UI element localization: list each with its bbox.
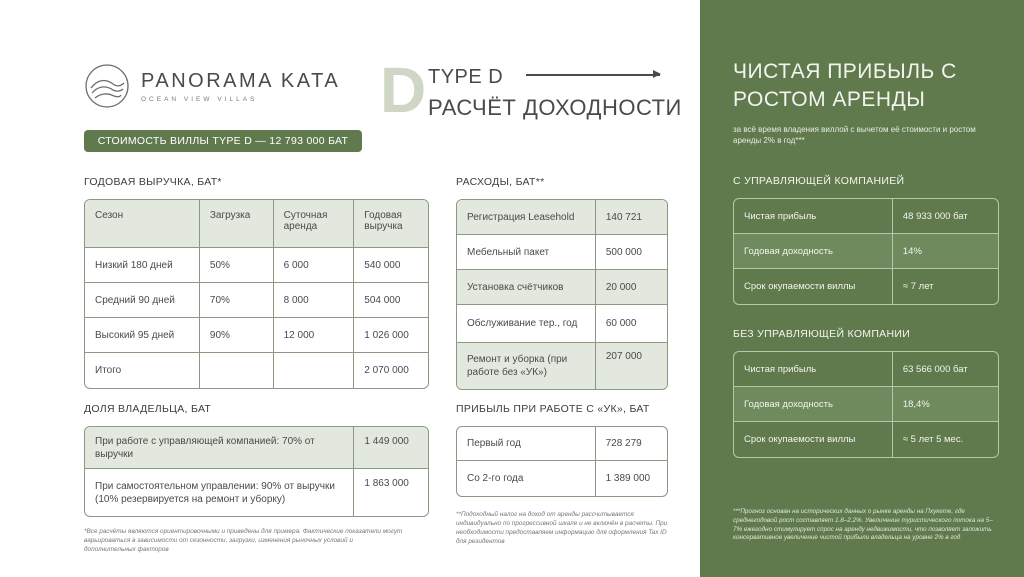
table-row (85, 318, 428, 353)
table-row (734, 234, 998, 269)
column-header: Загрузка (200, 200, 274, 248)
table-cell: 50% (200, 248, 274, 283)
table-cell: Низкий 180 дней (85, 248, 200, 283)
with-company-table (733, 198, 999, 305)
table-cell: 8 000 (274, 283, 355, 318)
arrow-right-icon (526, 74, 660, 76)
table-row (734, 352, 998, 387)
table-row (85, 248, 428, 283)
table-cell: Средний 90 дней (85, 283, 200, 318)
table-row (734, 387, 998, 422)
table-cell: 500 000 (596, 235, 667, 270)
table-cell: Итого (85, 353, 200, 388)
table-cell: 1 026 000 (354, 318, 428, 353)
table-row (457, 305, 667, 343)
without-company-table (733, 351, 999, 458)
table-cell: 1 449 000 (354, 427, 428, 469)
price-badge: СТОИМОСТЬ ВИЛЛЫ TYPE D — 12 793 000 БАТ (84, 130, 362, 152)
right-panel-title: ЧИСТАЯ ПРИБЫЛЬ С РОСТОМ АРЕНДЫ (733, 60, 957, 111)
table-cell: 63 566 000 бат (893, 352, 998, 387)
table-header-row (85, 200, 428, 248)
table-cell: Регистрация Leasehold (457, 200, 596, 235)
table-row (457, 200, 667, 235)
table-cell: 2 070 000 (364, 365, 409, 376)
table-row (457, 461, 667, 496)
table-row (85, 469, 428, 516)
table-row (85, 283, 428, 318)
table-cell: Обслуживание тер., год (457, 305, 596, 343)
table-cell: 48 933 000 бат (893, 199, 998, 234)
table-cell: ≈ 7 лет (902, 281, 934, 292)
table-row (457, 270, 667, 305)
column-header: Суточная аренда (274, 200, 355, 248)
table-cell: Годовая доходность (734, 387, 893, 422)
table-row (734, 199, 998, 234)
expenses-title: РАСХОДЫ, БАТ** (456, 176, 545, 188)
table-cell: 12 000 (274, 318, 355, 353)
table-cell: 90% (200, 318, 274, 353)
table-cell: Годовая доходность (734, 234, 893, 269)
page-title: РАСЧЁТ ДОХОДНОСТИ (428, 95, 682, 120)
table-cell: 18,4% (893, 387, 998, 422)
column-header: Сезон (85, 200, 200, 248)
table-row (734, 269, 998, 304)
table-cell: Первый год (457, 427, 596, 461)
table-row (457, 427, 667, 461)
table-cell: ≈ 5 лет 5 мес. (902, 434, 964, 445)
table-row (457, 235, 667, 270)
table-cell: Срок окупаемости виллы (734, 422, 893, 457)
table-cell: 207 000 (596, 343, 667, 389)
table-cell: При самостоятельном управлении: 90% от выручки (10% резервируется на ремонт и уборку) (85, 469, 354, 516)
table-cell (274, 353, 355, 388)
wave-logo-icon (83, 62, 131, 110)
table-cell: 140 721 (596, 200, 667, 235)
revenue-title: ГОДОВАЯ ВЫРУЧКА, БАТ* (84, 176, 222, 188)
table-row (85, 427, 428, 469)
table-cell: Высокий 95 дней (85, 318, 200, 353)
profit-uk-table (456, 426, 668, 497)
table-cell: 20 000 (596, 270, 667, 305)
brand-logo (83, 62, 340, 110)
footnote-right: ***Прогноз основан на исторических данных о рынке аренды на Пхукете, где среднегодовой рост составляет 1.8–2.2%. Увеличение туристического потока на 5–7% ежегодно стимулирует спрос на аренду недвижимости, что позволяет заложить консервативное увеличение чистой прибыли владельца на уровне 2% в год (733, 508, 993, 542)
table-row (457, 343, 667, 389)
table-cell: 6 000 (274, 248, 355, 283)
table-cell: Срок окупаемости виллы (734, 269, 893, 304)
brand-name: PANORAMA KATA (141, 69, 341, 92)
type-label: TYPE D (428, 66, 504, 88)
table-cell (200, 353, 274, 388)
table-cell: Чистая прибыль (734, 352, 893, 387)
revenue-table (84, 199, 429, 389)
right-panel-subtitle: за всё время владения виллой с вычетом её стоимости и ростом аренды 2% в год*** (733, 125, 976, 145)
expenses-table (456, 199, 668, 390)
table-cell: Установка счётчиков (457, 270, 596, 305)
footnote-left: *Все расчёты являются ориентировочными и приведены для примера. Фактические показатели могут варьироваться в зависимости от сезонности, загрузки, изменения рыночных условий и дополнительных факторов (84, 528, 403, 553)
column-header: Годовая выручка (354, 200, 428, 248)
table-cell: Со 2-го года (457, 461, 596, 496)
table-cell: Ремонт и уборка (при работе без «УК») (457, 343, 596, 389)
table-cell: Мебельный пакет (457, 235, 596, 270)
footnote-middle: **Подоходный налог на доход от аренды рассчитывается индивидуально по прогрессивной шкале и не включён в расчеты. При необходимости предоставляем информацию для оформления Tax ID для резидентов (456, 511, 668, 545)
table-row-total (85, 353, 428, 388)
table-cell: 1 389 000 (605, 473, 651, 484)
table-row (734, 422, 998, 457)
with-company-title: С УПРАВЛЯЮЩЕЙ КОМПАНИЕЙ (733, 175, 905, 187)
table-cell: 728 279 (596, 427, 667, 461)
without-company-title: БЕЗ УПРАВЛЯЮЩЕЙ КОМПАНИИ (733, 328, 911, 340)
table-cell: Чистая прибыль (734, 199, 893, 234)
profit-uk-title: ПРИБЫЛЬ ПРИ РАБОТЕ С «УК», БАТ (456, 403, 650, 415)
owner-share-table (84, 426, 429, 517)
table-cell: 1 863 000 (364, 478, 409, 489)
table-cell: 504 000 (354, 283, 428, 318)
brand-tagline: OCEAN VIEW VILLAS (141, 95, 258, 103)
type-letter: D (380, 54, 427, 126)
table-cell: 60 000 (596, 305, 667, 343)
table-cell: При работе с управляющей компанией: 70% от выручки (85, 427, 354, 469)
table-cell: 14% (893, 234, 998, 269)
owner-share-title: ДОЛЯ ВЛАДЕЛЬЦА, БАТ (84, 403, 212, 415)
table-cell: 70% (200, 283, 274, 318)
table-cell: 540 000 (354, 248, 428, 283)
